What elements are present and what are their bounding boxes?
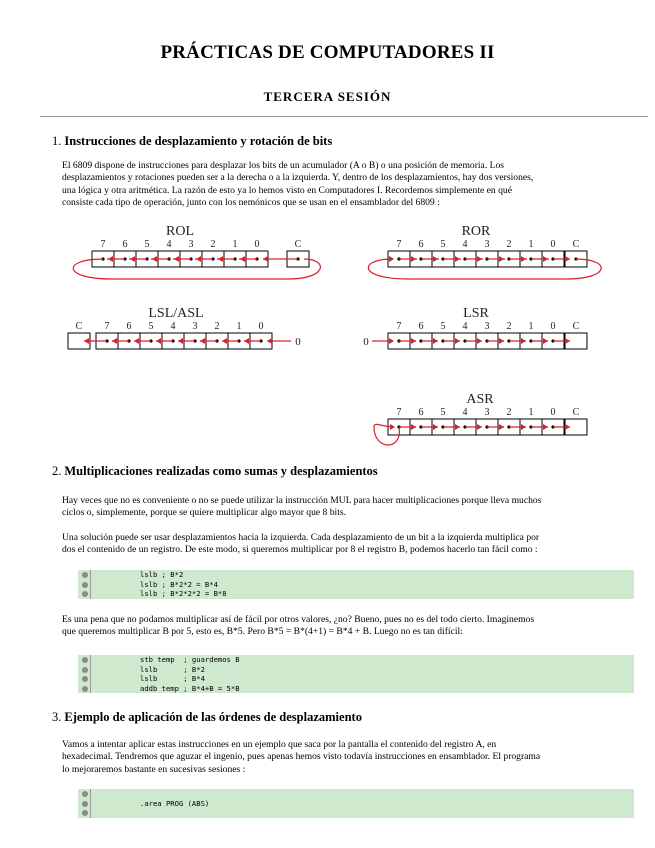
ror-carry-label: C [572, 239, 580, 250]
rol-bit-label: 5 [144, 239, 150, 250]
ror-arrowhead [477, 256, 482, 262]
lsl-bit-label: 4 [170, 321, 176, 332]
lsl-arrowhead [222, 338, 227, 344]
code-block-multiply-8 [78, 570, 634, 599]
lsl-arrowhead [156, 338, 161, 344]
code-text: stb temp ; guardemos B [140, 655, 240, 664]
lsr-arrowhead [477, 338, 482, 344]
lsl-arrowhead [244, 338, 249, 344]
rol-bit-label: 1 [232, 239, 238, 250]
asr-arrowhead [543, 424, 548, 430]
section-3-number: 3. [52, 710, 62, 724]
code-text: lslb ; B*4 [140, 674, 205, 684]
code-line [78, 684, 634, 694]
section-2-title: Multiplicaciones realizadas como sumas y desplazamientos [64, 464, 378, 478]
ror-arrowhead [499, 256, 504, 262]
code-line [78, 655, 634, 665]
breakpoint-icon [82, 810, 88, 816]
lsr-bit-label: 3 [484, 321, 490, 332]
rol-arrowhead [108, 256, 113, 262]
ror-bit-label: 4 [462, 239, 468, 250]
ror-bit-label: 0 [550, 239, 556, 250]
ror-bit-label: 5 [440, 239, 446, 250]
section-2-paragraph-1 [62, 495, 622, 520]
rol-loop-path [73, 259, 320, 279]
breakpoint-icon [82, 801, 88, 807]
text-line: El 6809 dispone de instrucciones para desplazar los bits de un acumulador (A o B) o una posición de memoria. Los [62, 160, 505, 171]
code-line [78, 589, 634, 599]
lsl-bit-label: 0 [258, 321, 264, 332]
text-line: hexadecimal. Tendremos que aguzar el ingenio, pues apenas hemos visto todavía instrucciones en ensamblador. El programa [62, 751, 541, 763]
page-title: PRÁCTICAS DE COMPUTADORES II [160, 42, 495, 63]
lsl-carry-label: C [75, 321, 83, 332]
lsr-arrowhead [455, 338, 460, 344]
lsl-zero-label: 0 [295, 336, 301, 348]
section-2-paragraph-2 [62, 532, 622, 557]
lsl-bit-label: 1 [236, 321, 242, 332]
lsr-bit-label: 6 [418, 321, 424, 332]
code-text: lslb ; B*2 [140, 570, 184, 579]
text-line: ciclos o, simplemente, porque se quiere multiplicar algo mayor que 8 bits. [62, 507, 347, 519]
ror-bit-label: 3 [484, 239, 490, 250]
rol-arrowhead [263, 256, 268, 262]
code-line [78, 674, 634, 684]
section-2-number: 2. [52, 464, 62, 478]
lsr-bit-label: 1 [528, 321, 534, 332]
code-text: lslb ; B*2*2 = B*4 [140, 579, 218, 589]
rol-arrowhead [152, 256, 157, 262]
asr-arrowhead [565, 424, 570, 430]
lsl-arrowhead [267, 338, 272, 344]
ror-arrowhead [565, 256, 570, 262]
code-block-program [78, 789, 634, 818]
lsr-arrowhead [389, 338, 394, 344]
breakpoint-icon [82, 791, 88, 797]
code-line [78, 789, 634, 799]
lsl-arrowhead [84, 338, 89, 344]
breakpoint-icon [82, 686, 88, 692]
code-line [78, 665, 634, 675]
asr-carry-label: C [572, 407, 580, 418]
ror-loop-path [368, 259, 601, 279]
rol-bit-label: 4 [166, 239, 172, 250]
lsl-arrowhead [200, 338, 205, 344]
rol-bit-label: 0 [254, 239, 260, 250]
rol-arrowhead [130, 256, 135, 262]
lsl-title: LSL/ASL [148, 306, 204, 321]
lsl-bit-label: 3 [192, 321, 198, 332]
code-text: addb temp ; B*4+B = 5*B [140, 683, 240, 693]
asr-arrowhead [521, 424, 526, 430]
ror-bit-label: 2 [506, 239, 512, 250]
text-line: Vamos a intentar aplicar estas instrucciones en un ejemplo que saca por la pantalla el contenido del registro A, en [62, 739, 497, 750]
breakpoint-icon [82, 676, 88, 682]
ror-arrowhead [543, 256, 548, 262]
ror-arrowhead [433, 256, 438, 262]
session-subtitle: TERCERA SESIÓN [263, 89, 392, 104]
ror-bit-label: 1 [528, 239, 534, 250]
lsr-bit-label: 7 [396, 321, 402, 332]
ror-arrowhead [455, 256, 460, 262]
rol-arrowhead [218, 256, 223, 262]
lsr-arrowhead [499, 338, 504, 344]
lsl-arrowhead [112, 338, 117, 344]
lsr-bit-label: 5 [440, 321, 446, 332]
asr-arrowhead [455, 424, 460, 430]
code-text: lslb ; B*2 [140, 664, 205, 674]
rol-arrowhead [174, 256, 179, 262]
ror-arrowhead [521, 256, 526, 262]
lsr-carry-label: C [572, 321, 580, 332]
lsl-bit-label: 2 [214, 321, 220, 332]
lsl-arrowhead [134, 338, 139, 344]
asr-bit-label: 2 [506, 407, 512, 418]
rol-arrowhead [240, 256, 245, 262]
lsl-bit-label: 5 [148, 321, 154, 332]
text-line: que queremos multiplicar B por 5, esto es, B*5. Pero B*5 = B*(4+1) = B*4 + B. Luego no es tan difícil: [62, 626, 463, 638]
lsr-title: LSR [463, 306, 489, 321]
asr-arrowhead [390, 424, 395, 430]
lsr-arrowhead [521, 338, 526, 344]
section-1-title: Instrucciones de desplazamiento y rotación de bits [64, 134, 333, 148]
text-line: Es una pena que no podamos multiplicar así de fácil por otros valores, ¿no? Bueno, pues no es del todo cierto. Imaginemos [62, 614, 535, 625]
breakpoint-icon [82, 657, 88, 663]
code-line [78, 570, 634, 580]
code-block-multiply-5 [78, 655, 634, 693]
text-line: Una solución puede ser usar desplazamientos hacia la izquierda. Cada desplazamiento de un bit a la izquierda multiplica por [62, 532, 540, 543]
lsr-bit-label: 4 [462, 321, 468, 332]
lsl-bit-label: 6 [126, 321, 132, 332]
section-1-number: 1. [52, 134, 62, 148]
code-line [78, 580, 634, 590]
asr-arrowhead [411, 424, 416, 430]
lsr-arrowhead [433, 338, 438, 344]
asr-bit-label: 5 [440, 407, 446, 418]
asr-bit-label: 7 [396, 407, 402, 418]
text-line: desplazamientos y rotaciones pueden ser a la derecha o a la izquierda. Y, dentro de los desplazamientos, hay dos versiones, [62, 172, 534, 184]
asr-arrowhead [499, 424, 504, 430]
breakpoint-icon [82, 667, 88, 673]
ror-bit-label: 6 [418, 239, 424, 250]
code-text: lslb ; B*2*2*2 = B*8 [140, 589, 227, 599]
lsl-bit-label: 7 [104, 321, 110, 332]
asr-bit-label: 6 [418, 407, 424, 418]
text-line: dos el contenido de un registro. De este modo, si queremos multiplicar por 8 el registro B, podemos hacerlo tan fácil como : [62, 544, 538, 556]
breakpoint-icon [82, 591, 88, 597]
ror-arrowhead [411, 256, 416, 262]
ror-title: ROR [461, 224, 491, 239]
lsr-arrowhead [543, 338, 548, 344]
breakpoint-icon [82, 572, 88, 578]
code-text: .area PROG (ABS) [140, 798, 210, 808]
rol-title: ROL [166, 224, 194, 239]
section-3-title: Ejemplo de aplicación de las órdenes de desplazamiento [64, 710, 362, 724]
text-line: una lógica y otra aritmética. La razón de esto ya lo hemos visto en Computadores I. Recordemos simplemente en qué [62, 184, 512, 196]
code-line [78, 799, 634, 809]
rol-bit-label: 3 [188, 239, 194, 250]
lsr-arrowhead [565, 338, 570, 344]
text-line: consiste cada tipo de operación, junto con los nemónicos que se usan en el ensamblador del 6809 : [62, 197, 440, 209]
asr-bit-label: 4 [462, 407, 468, 418]
asr-bit-label: 1 [528, 407, 534, 418]
ror-arrowhead [389, 256, 394, 262]
ror-bit-label: 7 [396, 239, 402, 250]
lsr-bit-label: 2 [506, 321, 512, 332]
asr-bit-label: 0 [550, 407, 556, 418]
section-3-paragraph [62, 739, 622, 776]
rol-bit-label: 2 [210, 239, 216, 250]
lsl-arrowhead [178, 338, 183, 344]
asr-arrowhead [433, 424, 438, 430]
section-2-paragraph-3 [62, 614, 622, 639]
lsr-arrowhead [411, 338, 416, 344]
asr-bit-label: 3 [484, 407, 490, 418]
lsr-zero-label: 0 [363, 336, 369, 348]
asr-title: ASR [466, 392, 494, 407]
lsr-bit-label: 0 [550, 321, 556, 332]
section-2-heading [52, 464, 378, 479]
section-3-heading [52, 710, 362, 725]
rol-bit-label: 6 [122, 239, 128, 250]
rol-arrowhead [196, 256, 201, 262]
code-line [78, 808, 634, 818]
text-line: lo mejoraremos bastante en sucesivas sesiones : [62, 763, 246, 775]
asr-arrowhead [477, 424, 482, 430]
rol-bit-label: 7 [100, 239, 106, 250]
breakpoint-icon [82, 582, 88, 588]
rol-carry-label: C [294, 239, 302, 250]
text-line: Hay veces que no es conveniente o no se puede utilizar la instrucción MUL para hacer multiplicaciones porque lleva muchos [62, 495, 542, 506]
